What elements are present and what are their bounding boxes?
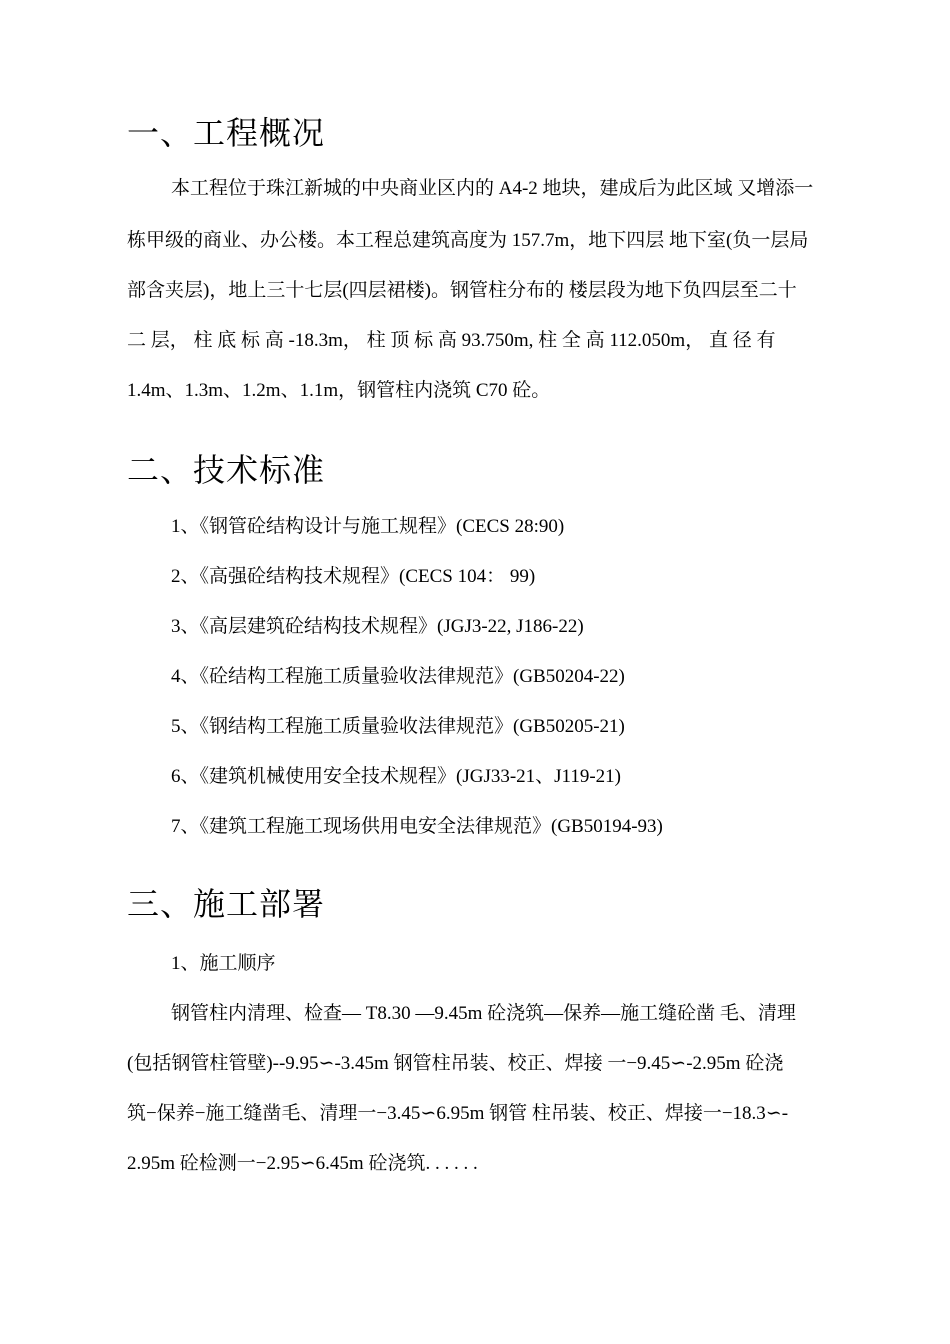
standards-list-item: 7、《建筑工程施工现场供用电安全法律规范》(GB50194-93) — [171, 816, 663, 837]
deployment-paragraph-line: 2.95m 砼检测一−2.95∽6.45m 砼浇筑. . . . . . — [127, 1153, 478, 1174]
section-heading-standards: 二、技术标准 — [127, 452, 326, 488]
deployment-paragraph-line: 钢管柱内清理、检查— T8.30 —9.45m 砼浇筑—保养—施工缝砼凿 毛、清理 — [171, 1003, 796, 1024]
deployment-paragraph-line: (包括钢管柱管壁)--9.95∽-3.45m 钢管柱吊装、校正、焊接 一−9.45∽-2.95m 砼浇 — [127, 1053, 784, 1074]
overview-paragraph-line: 本工程位于珠江新城的中央商业区内的 A4-2 地块，建成后为此区域 又增添一 — [171, 178, 814, 199]
overview-paragraph-line: 二 层， 柱 底 标 高 -18.3m， 柱 顶 标 高 93.750m, 柱 全 高 112.050m， 直 径 有 — [127, 330, 776, 351]
overview-paragraph-line: 1.4m、1.3m、1.2m、1.1m，钢管柱内浇筑 C70 砼。 — [127, 380, 551, 401]
standards-list-item: 3、《高层建筑砼结构技术规程》(JGJ3-22, J186-22) — [171, 616, 584, 637]
standards-list-item: 1、《钢管砼结构设计与施工规程》(CECS 28:90) — [171, 516, 565, 537]
section-heading-overview: 一、工程概况 — [127, 115, 326, 151]
overview-paragraph-line: 栋甲级的商业、办公楼。本工程总建筑高度为 157.7m，地下四层 地下室(负一层局 — [127, 230, 809, 251]
standards-list-item: 6、《建筑机械使用安全技术规程》(JGJ33-21、J119-21) — [171, 766, 622, 787]
standards-list-item: 5、《钢结构工程施工质量验收法律规范》(GB50205-21) — [171, 716, 625, 737]
standards-list-item: 4、《砼结构工程施工质量验收法律规范》(GB50204-22) — [171, 666, 625, 687]
deployment-subheading: 1、施工顺序 — [171, 953, 276, 974]
standards-list-item: 2、《高强砼结构技术规程》(CECS 104： 99) — [171, 566, 536, 587]
deployment-paragraph-line: 筑−保养−施工缝凿毛、清理一−3.45∽6.95m 钢管 柱吊装、校正、焊接一−18.3∽- — [127, 1103, 789, 1124]
section-heading-deployment: 三、施工部署 — [127, 886, 326, 922]
overview-paragraph-line: 部含夹层)，地上三十七层(四层裙楼)。钢管柱分布的 楼层段为地下负四层至二十 — [127, 280, 797, 301]
